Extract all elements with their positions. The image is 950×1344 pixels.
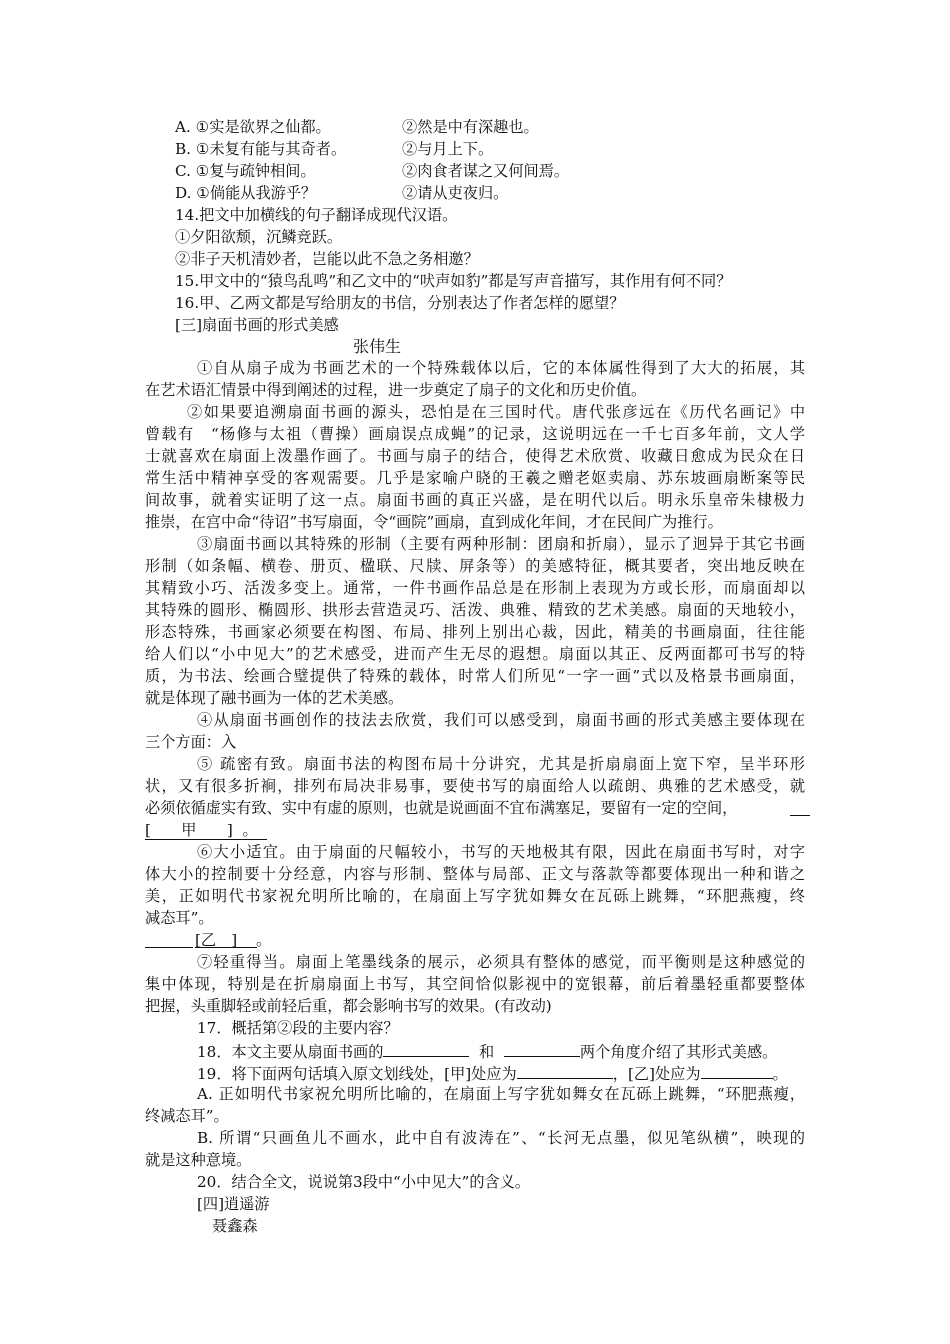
p4-line-2: 三个方面：入	[145, 733, 237, 751]
p2-line-4: 常生活中精神享受的客观需要。几乎是家喻户晓的王羲之赠老妪卖扇、苏东坡画扇断案等民	[145, 469, 805, 487]
p3-line-1: ③扇面书画以其特殊的形制（主要有两种形制：团扇和折扇），显示了迥异于其它书画	[197, 535, 805, 553]
q16: 16.甲、乙两文都是写给朋友的书信，分别表达了作者怎样的愿望？	[175, 294, 625, 312]
p2-line-3: 士就喜欢在扇面上泼墨作画了。书画与扇子的结合，使得艺术欣赏、收藏日愈成为民众在日	[145, 447, 805, 465]
q17: 17．概括第②段的主要内容？	[197, 1019, 399, 1037]
p2-line-5: 间故事，就着实证明了这一点。扇面书画的真正兴盛，是在明代以后。明永乐皇帝朱棣极力	[145, 491, 805, 509]
p6-line-4: 减态耳”。	[145, 909, 214, 927]
p6-line-2: 体大小的控制要十分经意，内容与形制、整体与局部、正文与落款等都要体现出一种和谐之	[145, 865, 805, 883]
p7-line-2: 集中体现，特别是在折扇扇面上书写，其空间恰似影视中的宽银幕，前后着墨轻重都要整体	[145, 975, 805, 993]
p5-line-3: 必须依循虚实有致、实中有虚的原则，也就是说画面不宜布满塞足，要留有一定的空间，	[145, 799, 738, 817]
p5-line-1: ⑤ 疏密有致。扇面书法的构图布局十分讲究，尤其是折扇扇面上宽下窄，呈半环形	[197, 755, 805, 773]
q19-option-b-line-1: B. 所谓“只画鱼儿不画水，此中自有波涛在”、“长河无点墨，似见笔纵横”，映现的	[197, 1129, 805, 1147]
p3-line-7: 质，为书法、绘画合璧提供了特殊的载体，时常人们所见“一字一画”式以及格景书画扇面，	[145, 667, 805, 685]
q13-option-c-2: ②肉食者谋之又何间焉。	[402, 162, 570, 180]
p2-line-2: 曾载有 “杨修与太祖（曹操）画扇误点成蝇”的记录，这说明远在一千七百多年前，文人学	[145, 425, 805, 443]
q13-option-c: C. ①复与疏钟相间。	[175, 162, 316, 180]
blank-yi-end: 。	[256, 931, 272, 949]
q19-option-b-line-2: 就是这种意境。	[145, 1151, 252, 1169]
p6-line-1: ⑥大小适宜。由于扇面的尺幅较小，书写的天地极其有限，因此在扇面书写时，对字	[197, 843, 805, 861]
q14-stem: 14.把文中加横线的句子翻译成现代汉语。	[175, 206, 458, 224]
q13-option-d-2: ②请从吏夜归。	[402, 184, 509, 202]
q13-option-b: B. ①未复有能与其奇者。	[175, 140, 347, 158]
section4-author: 聂鑫森	[212, 1217, 258, 1235]
p3-line-6: 给人们以“小中见大”的艺术感受，进而产生无尽的遐想。扇面以其正、反两面都可书写的特	[145, 645, 805, 663]
blank-yi-lead	[145, 930, 193, 948]
blank-jia: [ 甲 ] 。	[145, 820, 267, 840]
p3-line-5: 形态特殊，书画家必须要在构图、布局、排列上别出心裁，因此，精美的书画扇面，往往能	[145, 623, 805, 641]
p7-line-3: 把握，头重脚轻或前轻后重，都会影响书写的效果。(有改动)	[145, 997, 552, 1015]
q14-sentence-1: ①夕阳欲颓，沉鳞竞跃。	[175, 228, 343, 246]
p2-line-6: 推崇，在宫中命“待诏”书写扇面，令“画院”画扇，直到成化年间，才在民间广为推行。	[145, 513, 723, 531]
q19-option-a-line-2: 终减态耳”。	[145, 1107, 229, 1125]
p3-line-3: 其精致小巧、活泼多变上。通常，一件书画作品总是在形制上表现为方或长形，而扇面却以	[145, 579, 805, 597]
blank-yi: [乙 ]	[195, 930, 257, 948]
p7-line-1: ⑦轻重得当。扇面上笔墨线条的展示，必须具有整体的感觉，而平衡则是这种感觉的	[197, 953, 805, 971]
section3-title: [三]扇面书画的形式美感	[175, 316, 339, 334]
section3-author: 张伟生	[353, 337, 402, 356]
q15: 15.甲文中的“猿鸟乱鸣”和乙文中的“吠声如豹”都是写声音描写，其作用有何不同？	[175, 272, 732, 290]
p1-line-1: ①自从扇子成为书画艺术的一个特殊载体以后，它的本体属性得到了大大的拓展，其	[197, 359, 805, 377]
p1-line-2: 在艺术语汇情景中得到阐述的过程，进一步奠定了扇子的文化和历史价值。	[145, 381, 647, 399]
p3-line-4: 其特殊的圆形、椭圆形、拱形去营造灵巧、活泼、典雅、精致的艺术美感。扇面的天地较小，	[145, 601, 805, 619]
q13-option-a: A. ①实是欲界之仙都。	[175, 118, 331, 136]
section4-title: [四]逍遥游	[197, 1195, 270, 1213]
q14-sentence-2: ②非子天机清妙者，岂能以此不急之务相邀？	[175, 250, 479, 268]
q19-option-a-line-1: A. 正如明代书家祝允明所比喻的，在扇面上写字犹如舞女在瓦砾上跳舞，“环肥燕瘦，	[197, 1085, 805, 1103]
q13-option-d: D. ①倘能从我游乎？	[175, 184, 317, 202]
blank-jia-underline-tail	[790, 798, 810, 816]
p2-line-1: ②如果要追溯扇面书画的源头，恐怕是在三国时代。唐代张彦远在《历代名画记》中	[187, 403, 805, 421]
q19: 19．将下面两句话填入原文划线处，[甲]处应为 ，[乙]处应为 。	[197, 1062, 788, 1084]
p4-line-1: ④从扇面书画创作的技法去欣赏，我们可以感受到，扇面书画的形式美感主要体现在	[197, 711, 805, 729]
q20: 20．结合全文，说说第3段中“小中见大”的含义。	[197, 1173, 531, 1191]
p5-line-2: 状，又有很多折裥，排列布局决非易事，要使书写的扇面给人以疏朗、典雅的艺术感受，就	[145, 777, 805, 795]
p6-line-3: 美，正如明代书家祝允明所比喻的，在扇面上写字犹如舞女在瓦砾上跳舞，“环肥燕瘦，终	[145, 887, 805, 905]
p3-line-8: 就是体现了融书画为一体的艺术美感。	[145, 689, 404, 707]
q13-option-b-2: ②与月上下。	[402, 140, 494, 158]
q18: 18．本文主要从扇面书画的 和 两个角度介绍了其形式美感。	[197, 1040, 777, 1062]
p3-line-2: 形制（如条幅、横卷、册页、楹联、尺牍、屏条等）的美感特征，概其要者，突出地反映在	[145, 557, 805, 575]
q13-option-a-2: ②然是中有深趣也。	[402, 118, 539, 136]
